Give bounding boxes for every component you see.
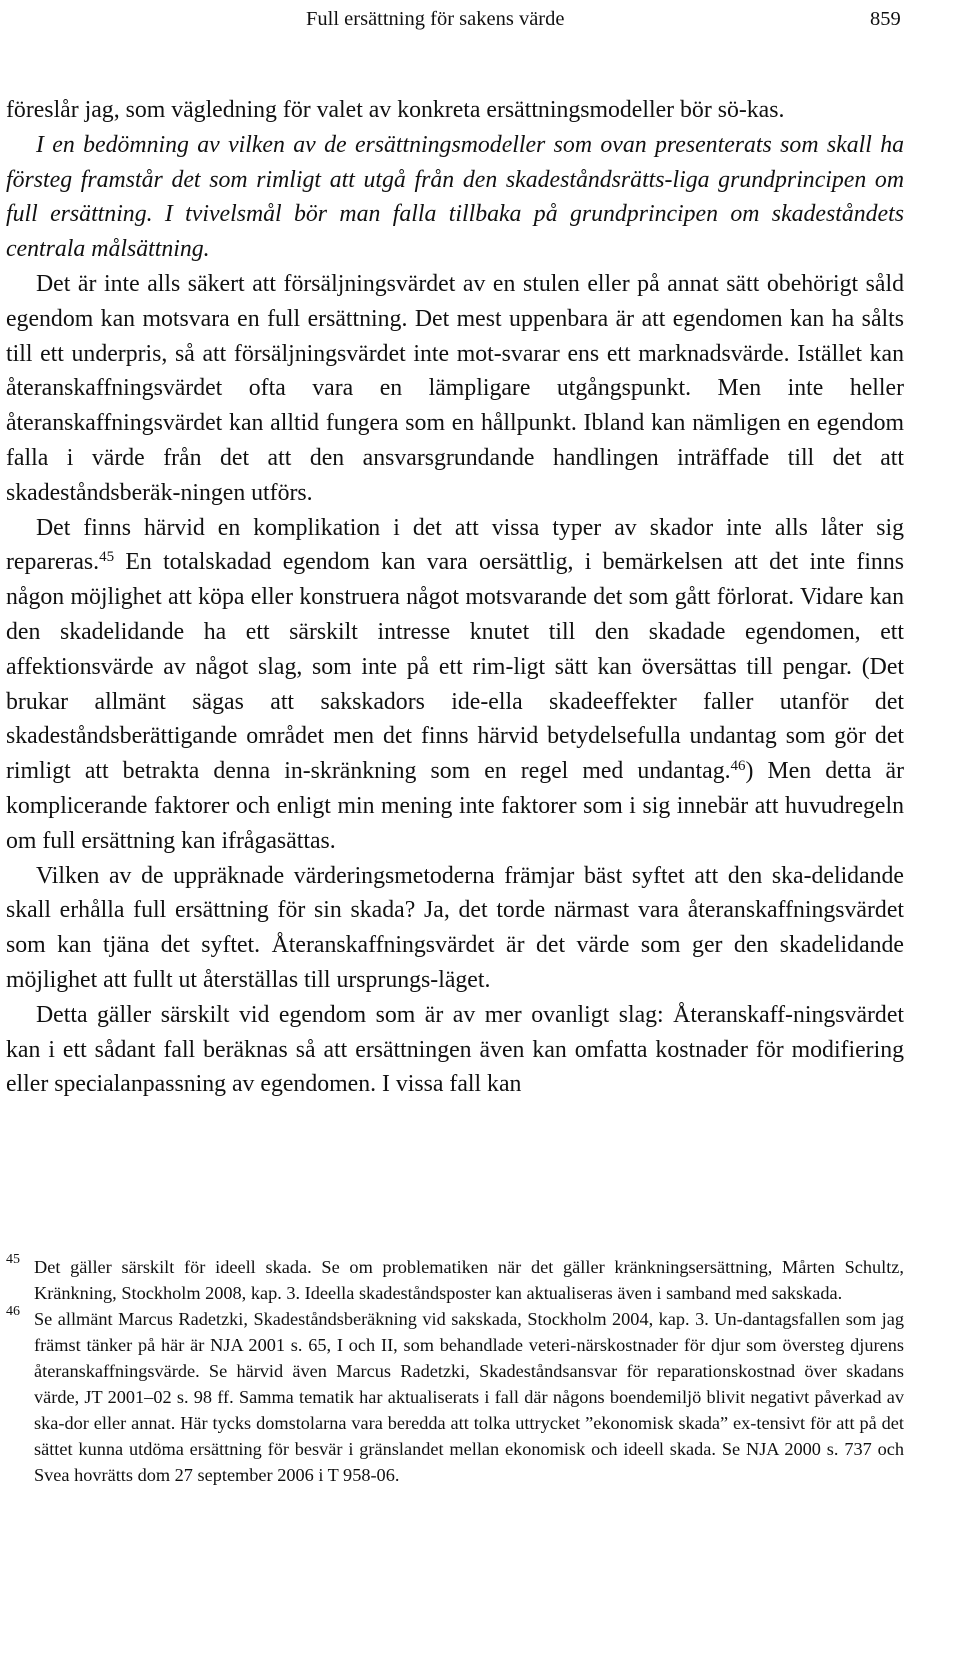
paragraph-3: Det är inte alls säkert att försäljningsvärdet av en stulen eller på annat sätt obehörigt såld egendom kan motsvara en full ersättning. Det mest uppenbara är att egendomen kan ha sålts till ett underpris, så att försäljningsvärdet inte mot-svarar ens ett marknadsvärde. Istället kan återanskaffningsvärdet ofta vara en lämpligare utgångspunkt. Men inte heller återanskaffningsvärdet kan alltid fungera som en hållpunkt. Ibland kan nämligen en egendom falla i värde från det att den ansvarsgrundande handlingen inträffade till det att skadeståndsberäk-ningen utförs. — [6, 270, 904, 506]
page-number: 859 — [870, 8, 901, 30]
paragraph-4-part-2: En totalskadad egendom kan vara oersättlig, i bemärkelsen att det inte finns någon möjlighet att köpa eller konstruera något motsvarande det som gått förlorat. Vidare kan den skadelidande ha ett särskilt intresse knutet till den skadade egendomen, ett affektionsvärde av något slag, som inte på ett rim-ligt sätt kan översättas till pengar. (Det brukar allmänt sägas att sakskadors ide-ella skadeeffekter faller utanför det skadeståndsberättigande området men det finns härvid betydelsefulla undantag som gör det rimligt att betrakta denna in-skränkning som en regel med undantag. — [6, 549, 904, 785]
body-text — [6, 93, 904, 1102]
paragraph-5: Vilken av de uppräknade värderingsmetoderna främjar bäst syftet att den ska-delidande skall erhålla full ersättning för sin skada? Ja, det torde närmast vara återanskaffningsvärdet som kan tjäna det syftet. Återanskaffningsvärdet är det värde som ger den skadelidande möjlighet att fullt ut återställas till ursprungs-läget. — [6, 862, 904, 993]
footnote-text: Det gäller särskilt för ideell skada. Se om problematiken när det gäller kränkningsersättning, Mårten Schultz, Kränkning, Stockholm 2008, kap. 3. Ideella skadeståndsposter kan aktualiseras även i samband med sakskada. — [34, 1257, 904, 1303]
paragraph-6: Detta gäller särskilt vid egendom som är av mer ovanligt slag: Återanskaff-ningsvärdet kan i ett sådant fall beräknas så att ersättningen även kan omfatta kostnader för modifiering eller specialanpassning av egendomen. I vissa fall kan — [6, 1001, 904, 1098]
footnote-46 — [6, 1306, 904, 1488]
paragraph-2: I en bedömning av vilken av de ersättningsmodeller som ovan presenterats som skall ha försteg framstår det som rimligt att utgå från den skadeståndsrätts-liga grundprincipen om full ersättning. I tvivelsmål bör man falla tillbaka på grundprincipen om skadeståndets centrala målsättning. — [6, 131, 904, 263]
footnotes — [6, 1254, 904, 1488]
paragraph-4-part-1: Det finns härvid en komplikation i det att vissa typer av skador inte alls låter sig repareras. — [6, 514, 904, 576]
footnote-number: 45 — [6, 1252, 20, 1267]
footnote-ref-45[interactable]: 45 — [99, 549, 115, 566]
paragraph-1: föreslår jag, som vägledning för valet av konkreta ersättningsmodeller bör sö-kas. — [6, 97, 785, 123]
footnote-number: 46 — [6, 1304, 20, 1319]
footnote-45 — [6, 1254, 904, 1306]
running-title: Full ersättning för sakens värde — [306, 8, 565, 30]
footnote-text: Se allmänt Marcus Radetzki, Skadeståndsberäkning vid sakskada, Stockholm 2004, kap. 3. Un-dantagsfallen som jag främst tänker på här är NJA 2001 s. 65, I och II, som behandlade veteri-närskostnader för djur som översteg djurens återanskaffningsvärde. Se härvid även Marcus Radetzki, Skadeståndsansvar för reparationskostnad över skadans värde, JT 2001–02 s. 98 ff. Samma tematik har aktualiserats i fall där någons boendemiljö blivit negativt påverkad av ska-dor eller annat. Här tycks domstolarna vara beredda att tolka uttrycket ”ekonomisk skada” ex-tensivt för att på det sättet kunna utdöma ersättning för besvär i gränslandet mellan ekonomisk och ideell skada. Se NJA 2000 s. 737 och Svea hovrätts dom 27 september 2006 i T 958-06. — [34, 1309, 904, 1485]
page-header — [0, 4, 960, 34]
paragraph-4-part-3: ) Men detta är komplicerande faktorer och enligt min mening inte faktorer som i sig innebär att huvudregeln om full ersättning kan ifrågasättas. — [6, 758, 904, 854]
footnote-ref-46[interactable]: 46 — [730, 758, 746, 775]
paragraph-4 — [6, 511, 904, 859]
